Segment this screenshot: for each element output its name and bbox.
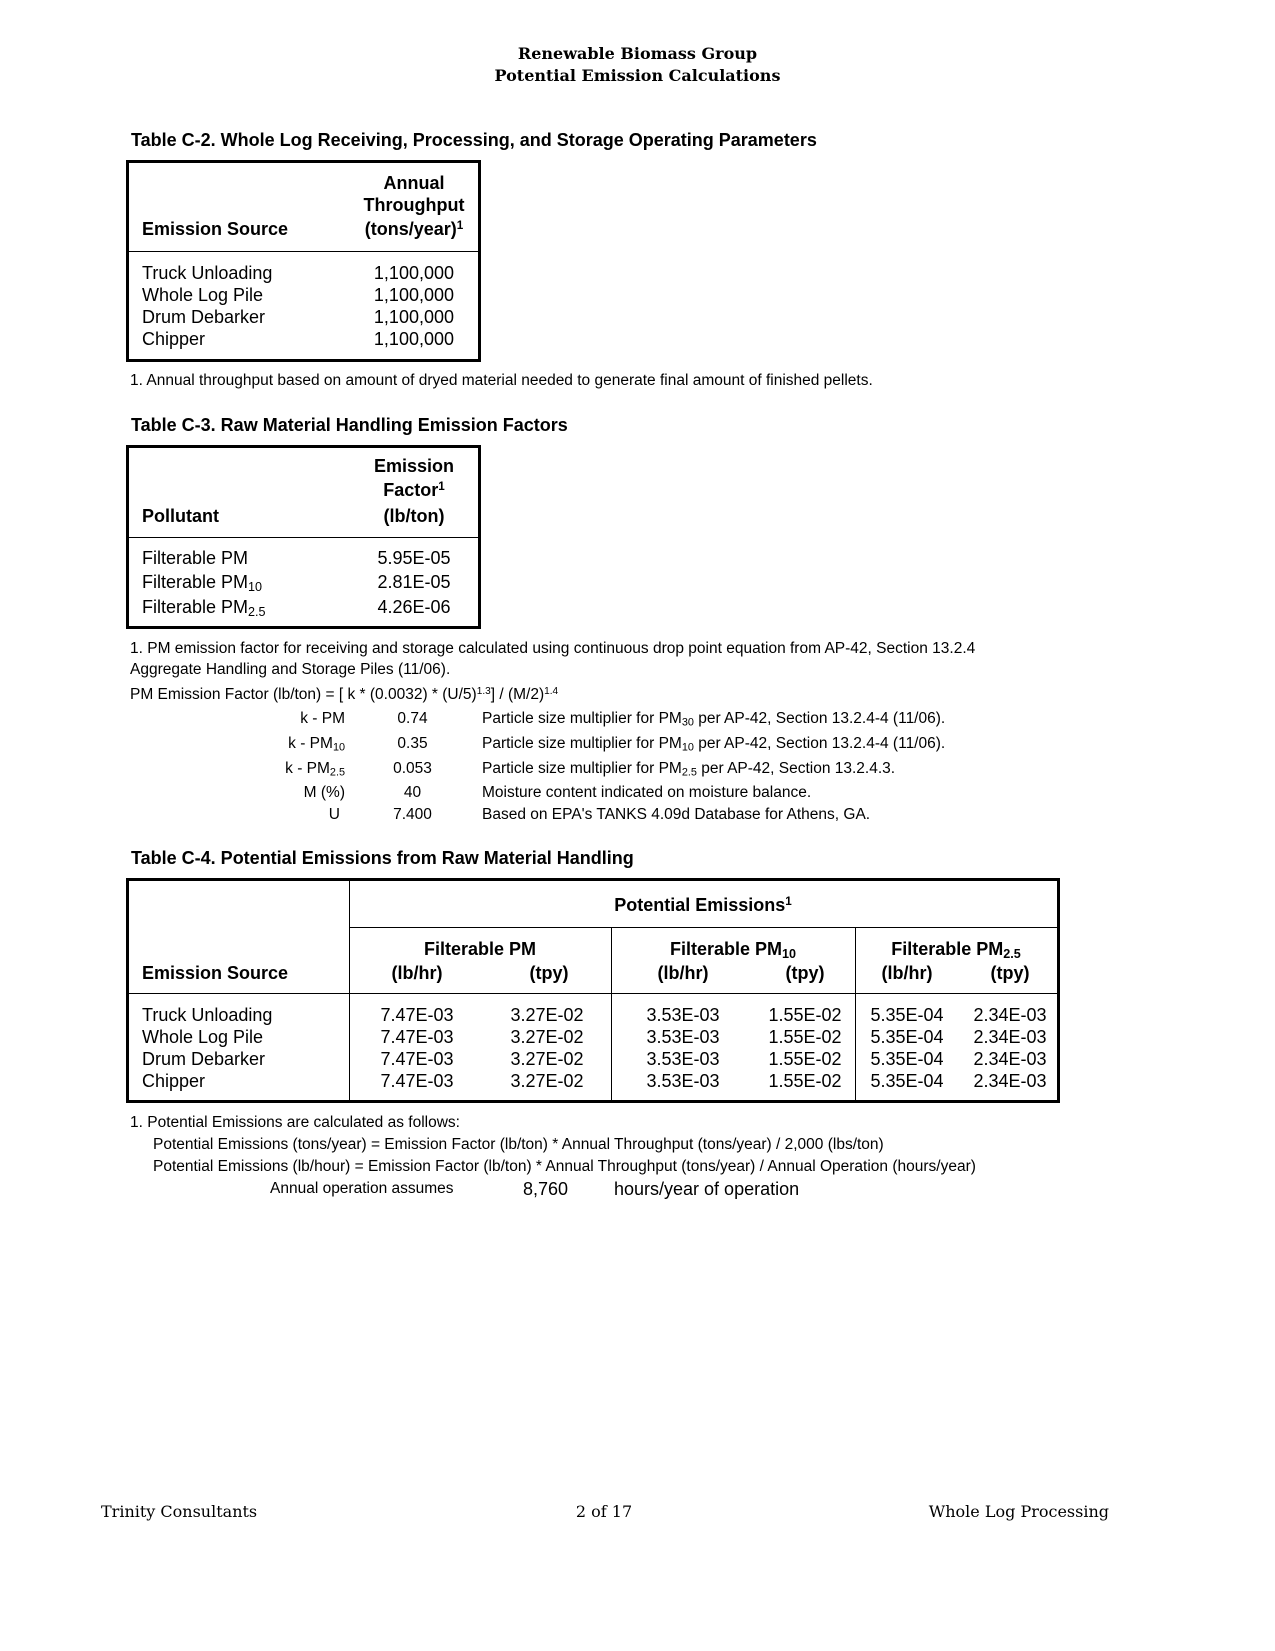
table-c4-unit-lbhr: (lb/hr) xyxy=(657,963,709,983)
table-c3-caption: Table C-3. Raw Material Handling Emission Factors xyxy=(131,415,568,435)
table-c2-row-value: 1,100,000 xyxy=(373,285,454,305)
table-c3-row-pollutant: Filterable $PM_{2.5}$ xyxy=(142,597,266,620)
table-c2-row-value: 1,100,000 xyxy=(373,329,454,349)
table-c2-header-rule xyxy=(129,251,478,252)
param-description: Particle size multiplier for $PM_{10}$ per AP-42, Section 13.2.4-4 (11/06). xyxy=(482,735,946,754)
table-c4-cell: 7.47E-03 xyxy=(380,1005,454,1025)
param-description: Particle size multiplier for $PM_{30}$ per AP-42, Section 13.2.4-4 (11/06). xyxy=(482,710,946,729)
table-c4-cell: 1.55E-02 xyxy=(768,1005,842,1025)
table-c3-footnote-l2: Aggregate Handling and Storage Piles (11/06). xyxy=(130,661,451,678)
table-c4-unit-lbhr: (lb/hr) xyxy=(881,963,933,983)
table-c2-col1-header: Emission Source xyxy=(142,219,289,239)
table-c2-row-source: Drum Debarker xyxy=(142,307,266,327)
table-c4-cell: 7.47E-03 xyxy=(380,1071,454,1091)
table-c4-group-header: Potential Emissions$^1$ xyxy=(614,895,792,915)
table-c3-col2-header-l2: Factor$^1$ xyxy=(383,480,445,500)
table-c2-row-source: Chipper xyxy=(142,329,206,349)
table-c4-group-rule xyxy=(349,927,1057,928)
table-c2-row-value: 1,100,000 xyxy=(373,307,454,327)
table-c4-cell: 3.27E-02 xyxy=(510,1005,584,1025)
table-c4-cell: 5.35E-04 xyxy=(870,1071,944,1091)
table-c4-cell: 3.53E-03 xyxy=(646,1005,720,1025)
table-c4-subgroup-pm25: Filterable $PM_{2.5}$ xyxy=(891,939,1021,962)
table-c2-row-source: Whole Log Pile xyxy=(142,285,264,305)
table-c4-row-source: Chipper xyxy=(142,1071,206,1091)
table-c4-cell: 3.27E-02 xyxy=(510,1027,584,1047)
table-c4-cell: 1.55E-02 xyxy=(768,1049,842,1069)
table-c4-col1-header: Emission Source xyxy=(142,963,289,983)
table-c2-col2-header-l3: (tons/year)$^1$ xyxy=(364,219,464,239)
table-c3-row-pollutant: Filterable $PM_{10}$ xyxy=(142,572,263,595)
table-c4-caption: Table C-4. Potential Emissions from Raw Material Handling xyxy=(131,848,634,868)
table-c3 xyxy=(126,445,481,629)
param-name: M (%) xyxy=(303,784,345,801)
param-name: k - PM xyxy=(300,710,345,727)
table-c4-cell: 3.27E-02 xyxy=(510,1071,584,1091)
table-c4-footnote-l3: Potential Emissions (lb/hour) = Emission Factor (lb/ton) * Annual Throughput (tons/year) / Annual Operation (hours/year) xyxy=(153,1158,976,1175)
table-c4-row-source: Whole Log Pile xyxy=(142,1027,264,1047)
table-c3-row-value: 2.81E-05 xyxy=(377,572,451,592)
table-c4-unit-lbhr: (lb/hr) xyxy=(391,963,443,983)
table-c4-header-rule xyxy=(129,993,1057,994)
table-c2-row-source: Truck Unloading xyxy=(142,263,273,283)
table-c4-cell: 3.53E-03 xyxy=(646,1027,720,1047)
table-c4-cell: 7.47E-03 xyxy=(380,1027,454,1047)
table-c4-unit-tpy: (tpy) xyxy=(990,963,1030,983)
table-c4 xyxy=(126,878,1060,1103)
annual-operation-label: Annual operation assumes xyxy=(270,1180,454,1197)
table-c2-row-value: 1,100,000 xyxy=(373,263,454,283)
table-c4-cell: 2.34E-03 xyxy=(973,1027,1047,1047)
table-c4-cell: 3.53E-03 xyxy=(646,1049,720,1069)
table-c2-caption: Table C-2. Whole Log Receiving, Processing, and Storage Operating Parameters xyxy=(131,130,817,150)
table-c4-cell: 1.55E-02 xyxy=(768,1071,842,1091)
table-c2-footnote: 1. Annual throughput based on amount of dryed material needed to generate final amount of finished pellets. xyxy=(130,372,873,389)
table-c2 xyxy=(126,160,481,362)
param-value: 40 xyxy=(403,784,422,801)
annual-operation-value: 8,760 xyxy=(523,1179,569,1199)
table-c3-col2-header-l3: (lb/ton) xyxy=(383,506,445,526)
table-c4-cell: 1.55E-02 xyxy=(768,1027,842,1047)
table-c3-col2-header-l1: Emission xyxy=(373,456,455,476)
table-c3-footnote-l1: 1. PM emission factor for receiving and storage calculated using continuous drop point equation from AP-42, Section 13.2.4 xyxy=(130,640,976,657)
param-name: k - $PM_{10}$ xyxy=(288,735,345,754)
table-c4-cell: 2.34E-03 xyxy=(973,1005,1047,1025)
table-c4-cell: 2.34E-03 xyxy=(973,1049,1047,1069)
param-name: U xyxy=(328,806,340,823)
param-description: Based on EPA's TANKS 4.09d Database for Athens, GA. xyxy=(482,806,871,823)
table-c4-subgroup-pm: Filterable PM xyxy=(423,939,537,959)
table-c4-unit-tpy: (tpy) xyxy=(529,963,569,983)
page-number: 2 of 17 xyxy=(575,1502,633,1521)
param-description: Particle size multiplier for $PM_{2.5}$ per AP-42, Section 13.2.4.3. xyxy=(482,760,896,779)
param-value: 0.053 xyxy=(393,760,432,777)
param-value: 7.400 xyxy=(393,806,432,823)
document-subtitle: Potential Emission Calculations xyxy=(494,66,781,85)
table-c4-cell: 7.47E-03 xyxy=(380,1049,454,1069)
table-c4-cell: 5.35E-04 xyxy=(870,1049,944,1069)
param-value: 0.35 xyxy=(397,735,428,752)
footer-left: Trinity Consultants xyxy=(101,1502,258,1521)
table-c3-row-value: 4.26E-06 xyxy=(377,597,451,617)
table-c3-header-rule xyxy=(129,537,478,538)
table-c4-row-source: Drum Debarker xyxy=(142,1049,266,1069)
table-c3-col1-header: Pollutant xyxy=(142,506,219,526)
table-c4-cell: 5.35E-04 xyxy=(870,1005,944,1025)
param-description: Moisture content indicated on moisture balance. xyxy=(482,784,812,801)
table-c4-unit-tpy: (tpy) xyxy=(785,963,825,983)
table-c4-cell: 5.35E-04 xyxy=(870,1027,944,1047)
param-value: 0.74 xyxy=(397,710,428,727)
annual-operation-unit: hours/year of operation xyxy=(614,1179,800,1199)
table-c4-footnote-l2: Potential Emissions (tons/year) = Emission Factor (lb/ton) * Annual Throughput (tons/year) / 2,000 (lbs/ton) xyxy=(153,1136,884,1153)
param-name: k - $PM_{2.5}$ xyxy=(285,760,345,779)
footer-right: Whole Log Processing xyxy=(928,1502,1109,1521)
table-c4-cell: 3.27E-02 xyxy=(510,1049,584,1069)
table-c3-row-value: 5.95E-05 xyxy=(377,548,451,568)
table-c2-col2-header-l1: Annual xyxy=(383,173,445,193)
table-c4-cell: 3.53E-03 xyxy=(646,1071,720,1091)
document-title: Renewable Biomass Group xyxy=(517,44,758,63)
table-c4-row-source: Truck Unloading xyxy=(142,1005,273,1025)
table-c4-cell: 2.34E-03 xyxy=(973,1071,1047,1091)
table-c4-footnote-l1: 1. Potential Emissions are calculated as follows: xyxy=(130,1114,460,1131)
table-c2-col2-header-l2: Throughput xyxy=(363,195,465,215)
table-c4-subgroup-pm10: Filterable $PM_{10}$ xyxy=(669,939,797,962)
table-c3-row-pollutant: Filterable PM xyxy=(142,548,249,568)
emission-factor-equation: PM Emission Factor (lb/ton) = [ k * $(0.0032) * (U/5)^{1.3}] / (M/2)^{1.4}$ xyxy=(130,685,559,703)
